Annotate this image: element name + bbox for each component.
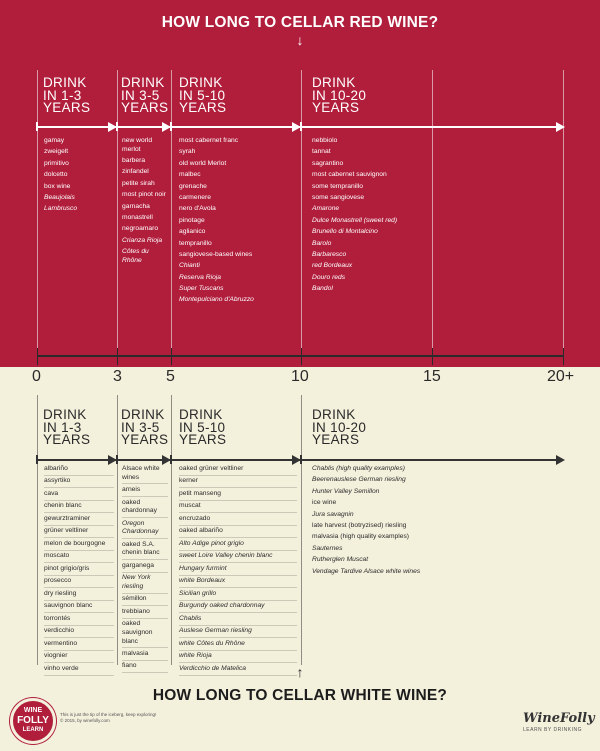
list-item: oaked grüner veltliner [179,465,297,476]
list-item: aglianico [179,228,206,236]
axis-tick [432,348,433,365]
list-item: malbec [179,171,201,179]
list-item: sémillon [122,595,168,606]
white-divider [37,395,38,665]
list-item: Chianti [179,262,200,270]
axis-tick [563,348,564,365]
list-item: Vendage Tardive Alsace white wines [312,567,421,575]
list-item: chenin blanc [44,502,114,513]
list-item: gamay [44,137,65,144]
red-list-1-3 [44,137,114,217]
white-tick [300,455,302,464]
list-item: garnacha [122,202,150,210]
list-item: kerner [179,477,297,488]
list-item: Barolo [312,239,332,247]
list-item: negroamaro [122,225,159,233]
list-item: Dulce Monastrell (sweet red) [312,216,398,224]
down-arrow-icon: ↓ [296,32,304,48]
red-arrowhead [556,122,565,132]
axis-label-3: 3 [113,368,122,385]
red-tick [300,122,302,131]
red-tick [36,122,38,131]
list-item: torrontés [44,615,114,626]
list-item: Chablis [179,615,297,626]
list-item: garganega [122,562,168,573]
red-divider [563,70,564,360]
brand-tagline: LEARN BY DRINKING [523,727,582,733]
list-item: sangiovese-based wines [179,250,253,258]
list-item: carmenere [179,193,211,201]
list-item: muscat [179,502,297,513]
white-tick [170,455,172,464]
list-item: Brunello di Montalcino [312,228,378,236]
list-item: Beaujolais [44,193,75,201]
list-item: arneis [122,486,168,497]
list-item: Beerenauslese German riesling [312,476,406,484]
red-title: HOW LONG TO CELLAR RED WINE? [161,14,439,31]
list-item: dry riesling [44,590,114,601]
white-divider [117,395,118,665]
axis-label-20plus: 20+ [547,368,575,385]
white-tick [36,455,38,464]
axis-tick [37,348,38,365]
white-arrowhead [556,455,565,465]
list-item: some tempranillo [312,182,363,190]
footnote: This is just the tip of the iceberg, keep exploring! © 2015, by winefolly.com [60,712,157,723]
list-item: sagrantino [312,159,344,167]
list-item: ice wine [312,499,337,507]
list-item: tannat [312,148,331,156]
list-item: white Rioja [179,652,297,663]
list-item: Verdicchio de Matelica [179,665,297,676]
white-header-10-20: DRINK IN 10-20 YEARS [312,407,367,447]
white-list-3-5 [122,465,168,675]
list-item: Burgundy oaked chardonnay [179,602,297,613]
list-item: fiano [122,662,168,673]
list-item: grenache [179,182,207,190]
list-item: nebbiolo [312,137,338,144]
axis-label-15: 15 [423,368,441,385]
list-item: Hunter Valley Semillon [312,487,380,495]
wine-folly-logo: WINE FOLLY LEARN [10,698,56,744]
list-item: white Bordeaux [179,577,297,588]
list-item: dolcetto [44,171,68,179]
axis-label-0: 0 [32,368,41,385]
list-item: New York riesling [122,574,168,593]
list-item: Amarone [312,205,340,213]
red-header-3-5: DRINK IN 3-5 YEARS [121,75,169,115]
list-item: most pinot noir [122,191,166,199]
list-item: nero d'Avola [179,205,216,213]
red-tick [116,122,118,131]
list-item: sweet Loire Valley chenin blanc [179,552,297,563]
list-item: Lambrusco [44,205,78,213]
red-header-1-3: DRINK IN 1-3 YEARS [43,75,91,115]
red-list-3-5 [122,137,168,268]
list-item: encruzado [179,515,297,526]
list-item: albariño [44,465,114,476]
list-item: new world merlot [122,137,153,153]
white-list-1-3 [44,465,114,677]
red-wine-section [0,0,600,367]
red-divider [117,70,118,360]
white-header-3-5: DRINK IN 3-5 YEARS [121,407,169,447]
list-item: melon de bourgogne [44,540,114,551]
red-header-5-10: DRINK IN 5-10 YEARS [179,75,227,115]
axis-tick [117,348,118,365]
list-item: box wine [44,182,71,190]
list-item: pinot grigio/gris [44,565,114,576]
list-item: most cabernet sauvignon [312,171,387,179]
red-list-5-10 [179,137,297,308]
list-item: oaked chardonnay [122,499,168,518]
list-item: Côtes du Rhône [122,248,149,264]
list-item: trebbiano [122,608,168,619]
list-item: oaked albariño [179,527,297,538]
red-header-10-20: DRINK IN 10-20 YEARS [312,75,367,115]
list-item: cava [44,490,114,501]
list-item: red Bordeaux [312,262,353,270]
white-list-5-10 [179,465,297,677]
list-item: vermentino [44,640,114,651]
list-item: verdicchio [44,627,114,638]
list-item: malvasia (high quality examples) [312,533,410,541]
axis-label-5: 5 [166,368,175,385]
list-item: malvasia [122,650,168,661]
white-list-10-20 [312,465,472,579]
list-item: sauvignon blanc [44,602,114,613]
brand-wordmark: WineFolly [523,711,595,726]
list-item: Douro reds [312,273,346,281]
list-item: monastrell [122,213,153,221]
white-title: HOW LONG TO CELLAR WHITE WINE? [152,687,448,704]
list-item: Bandol [312,285,333,293]
list-item: oaked sauvignon blanc [122,620,168,648]
list-item: Alsace white wines [122,465,168,484]
white-divider [171,395,172,665]
list-item: Oregon Chardonnay [122,520,168,539]
list-item: petit manseng [179,490,297,501]
list-item: Alto Adige pinot grigio [179,540,297,551]
list-item: prosecco [44,577,114,588]
axis-tick [301,348,302,365]
red-divider [37,70,38,360]
red-divider [171,70,172,360]
list-item: Chablis (high quality examples) [312,465,405,472]
list-item: Hungary furmint [179,565,297,576]
list-item: Super Tuscans [179,285,224,293]
list-item: Jura savagnin [312,510,354,518]
list-item: zweigelt [44,148,69,156]
list-item: Auslese German riesling [179,627,297,638]
list-item: syrah [179,148,196,156]
white-tick [116,455,118,464]
white-header-5-10: DRINK IN 5-10 YEARS [179,407,227,447]
red-list-10-20 [312,137,452,296]
red-divider [301,70,302,360]
list-item: zinfandel [122,168,149,176]
list-item: Crianza Rioja [122,236,163,244]
white-header-1-3: DRINK IN 1-3 YEARS [43,407,91,447]
list-item: Reserva Rioja [179,273,221,281]
list-item: barbera [122,156,146,164]
list-item: gewurztraminer [44,515,114,526]
list-item: Montepulciano d'Abruzzo [179,296,254,304]
list-item: moscato [44,552,114,563]
list-item: Barbaresco [312,250,347,258]
up-arrow-icon: ↑ [296,664,304,680]
list-item: Sauternes [312,544,343,552]
red-tick [170,122,172,131]
list-item: petite sirah [122,179,155,187]
list-item: most cabernet franc [179,137,239,144]
list-item: late harvest (botryzised) riesling [312,521,407,529]
list-item: Rutherglen Muscat [312,556,369,564]
axis-label-10: 10 [291,368,309,385]
list-item: old world Merlot [179,159,227,167]
list-item: assyrtiko [44,477,114,488]
list-item: white Côtes du Rhône [179,640,297,651]
list-item: vinho verde [44,665,114,676]
white-divider [301,395,302,665]
list-item: Sicilian grillo [179,590,297,601]
list-item: pinotage [179,216,205,224]
list-item: grüner veltliner [44,527,114,538]
list-item: tempranillo [179,239,212,247]
list-item: primitivo [44,159,69,167]
list-item: some sangiovese [312,193,365,201]
axis-tick [171,348,172,365]
list-item: oaked S.A. chenin blanc [122,541,168,560]
list-item: viognier [44,652,114,663]
